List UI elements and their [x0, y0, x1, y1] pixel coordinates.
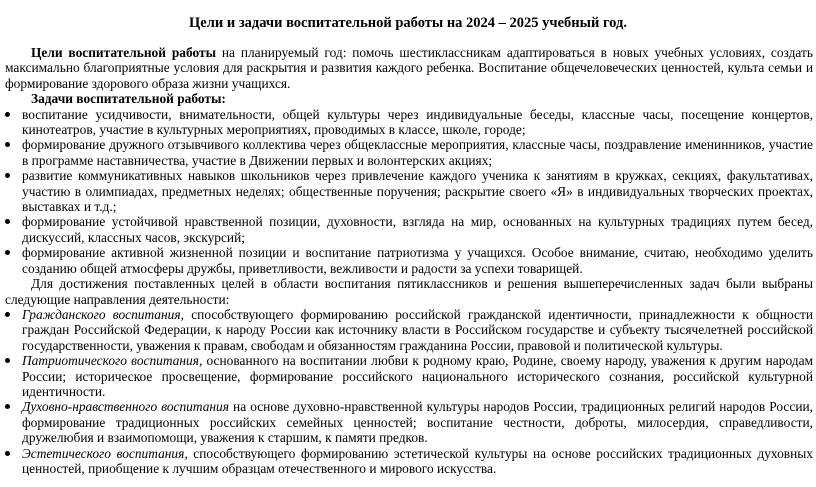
list-item — [5, 353, 813, 399]
list-item — [5, 245, 813, 276]
direction-text: способствующего формированию эстетической культуры на основе российских традиционных духовных ценностей, приобщение к лучшим образцам отечественного и мирового искусства. — [22, 445, 813, 476]
bullet-icon — [5, 404, 10, 409]
bullet-icon — [5, 173, 10, 178]
bullet-icon — [5, 142, 10, 147]
goals-label: Цели воспитательной работы — [31, 45, 217, 60]
task-text: формирование дружного отзывчивого коллектива через общеклассные мероприятия, классные часы, поздравление именинников, участие в программе наставничества, участие в Движении первых и волонтерских акциях; — [22, 137, 813, 168]
tasks-list — [5, 107, 813, 276]
list-item — [5, 107, 813, 138]
goals-text: на планируемый год: помочь шестиклассникам адаптироваться в новых учебных условиях, создать максимально благоприятные условия для раскрытия и развития каждого ребенка. Воспитание общечеловеческих ценностей, культа семьи и формирование здорового образа жизни учащихся. — [5, 45, 813, 91]
list-item — [5, 399, 813, 445]
bullet-icon — [5, 219, 10, 224]
task-text: воспитание усидчивости, внимательности, общей культуры через индивидуальные беседы, классные часы, посещение концертов, кинотеатров, участие в культурных мероприятиях, проводимых в классе, школе, городе; — [22, 106, 813, 138]
direction-name: Духовно-нравственного воспитания — [22, 399, 229, 415]
direction-name: Патриотического воспитания, — [22, 353, 203, 369]
bullet-icon — [5, 358, 10, 363]
directions-intro: Для достижения поставленных целей в области воспитания пятиклассников и решения вышеперечисленных задач были выбраны следующие направления деятельности: — [5, 276, 813, 307]
bullet-icon — [5, 451, 10, 456]
bullet-icon — [5, 250, 10, 255]
document-body — [5, 45, 813, 476]
task-text: развитие коммуникативных навыков школьников через привлечение каждого ученика к занятиям в кружках, секциях, факультативах, участию в олимпиадах, предметных неделях; общественные поручения; раскрытие своего «Я» в индивидуальных творческих проектах, выставках и т.д.; — [22, 168, 813, 215]
directions-list — [5, 307, 813, 476]
list-item — [5, 307, 813, 353]
goals-paragraph — [5, 45, 813, 91]
direction-name: Гражданского воспитания, — [22, 306, 184, 322]
direction-text: способствующего формированию российской гражданской идентичности, принадлежности к общности граждан Российской Федерации, к народу России как источнику власти в Российском государстве и субъекту тысячелетней российской государственности, уважения к правам, свободам и обязанностям гражданина России, правовой и политической культуры. — [22, 306, 813, 353]
direction-text: основанного на воспитании любви к родному краю, Родине, своему народу, уважения к другим народам России; историческое просвещение, формирование российского национального исторического сознания, российской культурной идентичности. — [22, 353, 813, 399]
direction-text: на основе духовно-нравственной культуры народов России, традиционных религий народов России, формирование традиционных российских семейных ценностей; воспитание честности, доброты, милосердия, справедливости, дружелюбия и взаимопомощи, уважения к старшим, к памяти предков. — [22, 399, 814, 446]
tasks-heading: Задачи воспитательной работы: — [31, 91, 226, 107]
document-title: Цели и задачи воспитательной работы на 2024 – 2025 учебный год. — [189, 15, 627, 31]
list-item — [5, 168, 813, 214]
task-text: формирование устойчивой нравственной позиции, духовности, взгляда на мир, основанных на культурных традициях путем бесед, дискуссий, классных часов, экскурсий; — [22, 214, 813, 245]
task-text: формирование активной жизненной позиции и воспитание патриотизма у учащихся. Особое внимание, считаю, необходимо уделить созданию общей атмосферы дружбы, приветливости, вежливости и радости за успехи товарищей. — [22, 245, 813, 276]
list-item — [5, 446, 813, 477]
bullet-icon — [5, 312, 10, 317]
bullet-icon — [5, 112, 10, 117]
list-item — [5, 137, 813, 168]
list-item — [5, 214, 813, 245]
direction-name: Эстетического воспитания, — [22, 445, 188, 461]
